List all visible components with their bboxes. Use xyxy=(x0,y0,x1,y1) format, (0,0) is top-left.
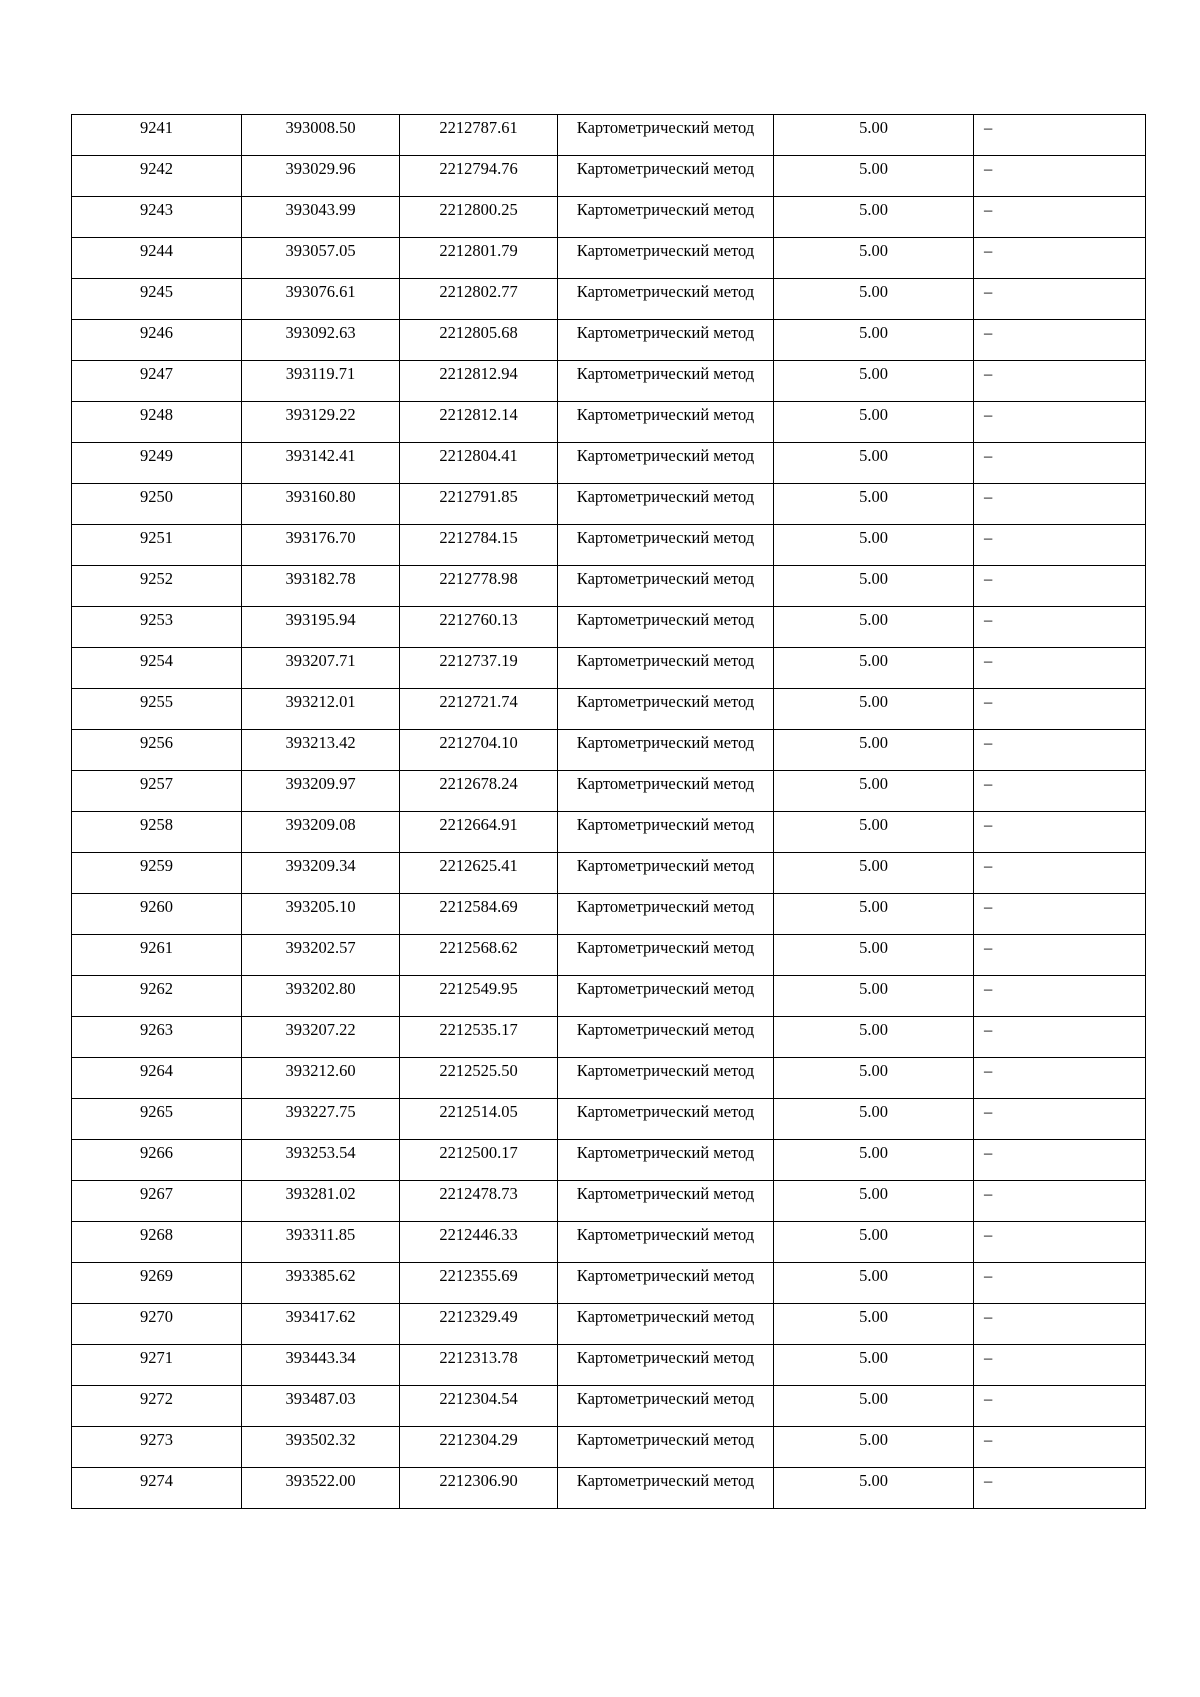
y-coordinate-cell: 2212787.61 xyxy=(400,115,558,156)
accuracy-cell: 5.00 xyxy=(774,197,974,238)
y-coordinate-cell: 2212800.25 xyxy=(400,197,558,238)
method-cell: Картометрический метод xyxy=(558,894,774,935)
x-coordinate-cell: 393522.00 xyxy=(242,1468,400,1509)
note-cell: – xyxy=(974,730,1146,771)
table-row xyxy=(72,1427,1146,1468)
accuracy-cell: 5.00 xyxy=(774,689,974,730)
note-cell: – xyxy=(974,1345,1146,1386)
note-cell: – xyxy=(974,443,1146,484)
method-cell: Картометрический метод xyxy=(558,1427,774,1468)
note-cell: – xyxy=(974,976,1146,1017)
table-row xyxy=(72,1099,1146,1140)
x-coordinate-cell: 393311.85 xyxy=(242,1222,400,1263)
accuracy-cell: 5.00 xyxy=(774,484,974,525)
table-row xyxy=(72,935,1146,976)
y-coordinate-cell: 2212791.85 xyxy=(400,484,558,525)
accuracy-cell: 5.00 xyxy=(774,812,974,853)
note-cell: – xyxy=(974,484,1146,525)
table-row xyxy=(72,1263,1146,1304)
x-coordinate-cell: 393207.71 xyxy=(242,648,400,689)
y-coordinate-cell: 2212549.95 xyxy=(400,976,558,1017)
x-coordinate-cell: 393008.50 xyxy=(242,115,400,156)
x-coordinate-cell: 393029.96 xyxy=(242,156,400,197)
x-coordinate-cell: 393160.80 xyxy=(242,484,400,525)
y-coordinate-cell: 2212794.76 xyxy=(400,156,558,197)
point-number-cell: 9261 xyxy=(72,935,242,976)
x-coordinate-cell: 393043.99 xyxy=(242,197,400,238)
table-row xyxy=(72,1140,1146,1181)
y-coordinate-cell: 2212304.54 xyxy=(400,1386,558,1427)
note-cell: – xyxy=(974,1427,1146,1468)
y-coordinate-cell: 2212478.73 xyxy=(400,1181,558,1222)
x-coordinate-cell: 393205.10 xyxy=(242,894,400,935)
y-coordinate-cell: 2212812.94 xyxy=(400,361,558,402)
point-number-cell: 9263 xyxy=(72,1017,242,1058)
x-coordinate-cell: 393202.57 xyxy=(242,935,400,976)
table-row xyxy=(72,689,1146,730)
accuracy-cell: 5.00 xyxy=(774,607,974,648)
table-row xyxy=(72,484,1146,525)
y-coordinate-cell: 2212514.05 xyxy=(400,1099,558,1140)
note-cell: – xyxy=(974,525,1146,566)
point-number-cell: 9268 xyxy=(72,1222,242,1263)
point-number-cell: 9241 xyxy=(72,115,242,156)
method-cell: Картометрический метод xyxy=(558,1386,774,1427)
point-number-cell: 9250 xyxy=(72,484,242,525)
method-cell: Картометрический метод xyxy=(558,525,774,566)
y-coordinate-cell: 2212778.98 xyxy=(400,566,558,607)
note-cell: – xyxy=(974,1017,1146,1058)
y-coordinate-cell: 2212784.15 xyxy=(400,525,558,566)
y-coordinate-cell: 2212737.19 xyxy=(400,648,558,689)
method-cell: Картометрический метод xyxy=(558,1058,774,1099)
y-coordinate-cell: 2212721.74 xyxy=(400,689,558,730)
method-cell: Картометрический метод xyxy=(558,689,774,730)
accuracy-cell: 5.00 xyxy=(774,894,974,935)
method-cell: Картометрический метод xyxy=(558,1263,774,1304)
table-row xyxy=(72,1222,1146,1263)
note-cell: – xyxy=(974,689,1146,730)
table-row xyxy=(72,894,1146,935)
accuracy-cell: 5.00 xyxy=(774,1345,974,1386)
table-row xyxy=(72,1017,1146,1058)
method-cell: Картометрический метод xyxy=(558,484,774,525)
method-cell: Картометрический метод xyxy=(558,1017,774,1058)
method-cell: Картометрический метод xyxy=(558,156,774,197)
point-number-cell: 9252 xyxy=(72,566,242,607)
note-cell: – xyxy=(974,1222,1146,1263)
x-coordinate-cell: 393227.75 xyxy=(242,1099,400,1140)
method-cell: Картометрический метод xyxy=(558,1345,774,1386)
x-coordinate-cell: 393212.60 xyxy=(242,1058,400,1099)
accuracy-cell: 5.00 xyxy=(774,115,974,156)
method-cell: Картометрический метод xyxy=(558,730,774,771)
point-number-cell: 9256 xyxy=(72,730,242,771)
method-cell: Картометрический метод xyxy=(558,115,774,156)
note-cell: – xyxy=(974,1058,1146,1099)
accuracy-cell: 5.00 xyxy=(774,1304,974,1345)
y-coordinate-cell: 2212446.33 xyxy=(400,1222,558,1263)
x-coordinate-cell: 393182.78 xyxy=(242,566,400,607)
note-cell: – xyxy=(974,1181,1146,1222)
accuracy-cell: 5.00 xyxy=(774,525,974,566)
x-coordinate-cell: 393142.41 xyxy=(242,443,400,484)
point-number-cell: 9259 xyxy=(72,853,242,894)
accuracy-cell: 5.00 xyxy=(774,1017,974,1058)
point-number-cell: 9243 xyxy=(72,197,242,238)
note-cell: – xyxy=(974,648,1146,689)
note-cell: – xyxy=(974,894,1146,935)
note-cell: – xyxy=(974,156,1146,197)
y-coordinate-cell: 2212355.69 xyxy=(400,1263,558,1304)
table-row xyxy=(72,771,1146,812)
method-cell: Картометрический метод xyxy=(558,771,774,812)
method-cell: Картометрический метод xyxy=(558,853,774,894)
x-coordinate-cell: 393209.97 xyxy=(242,771,400,812)
point-number-cell: 9242 xyxy=(72,156,242,197)
note-cell: – xyxy=(974,402,1146,443)
method-cell: Картометрический метод xyxy=(558,1099,774,1140)
point-number-cell: 9246 xyxy=(72,320,242,361)
y-coordinate-cell: 2212664.91 xyxy=(400,812,558,853)
coordinates-table-body xyxy=(72,115,1146,1509)
y-coordinate-cell: 2212802.77 xyxy=(400,279,558,320)
y-coordinate-cell: 2212306.90 xyxy=(400,1468,558,1509)
table-row xyxy=(72,1181,1146,1222)
table-row xyxy=(72,1468,1146,1509)
point-number-cell: 9271 xyxy=(72,1345,242,1386)
x-coordinate-cell: 393281.02 xyxy=(242,1181,400,1222)
x-coordinate-cell: 393417.62 xyxy=(242,1304,400,1345)
accuracy-cell: 5.00 xyxy=(774,648,974,689)
method-cell: Картометрический метод xyxy=(558,648,774,689)
x-coordinate-cell: 393076.61 xyxy=(242,279,400,320)
x-coordinate-cell: 393385.62 xyxy=(242,1263,400,1304)
accuracy-cell: 5.00 xyxy=(774,238,974,279)
x-coordinate-cell: 393176.70 xyxy=(242,525,400,566)
y-coordinate-cell: 2212304.29 xyxy=(400,1427,558,1468)
note-cell: – xyxy=(974,1386,1146,1427)
table-row xyxy=(72,238,1146,279)
method-cell: Картометрический метод xyxy=(558,976,774,1017)
x-coordinate-cell: 393129.22 xyxy=(242,402,400,443)
y-coordinate-cell: 2212313.78 xyxy=(400,1345,558,1386)
accuracy-cell: 5.00 xyxy=(774,1222,974,1263)
method-cell: Картометрический метод xyxy=(558,279,774,320)
y-coordinate-cell: 2212329.49 xyxy=(400,1304,558,1345)
point-number-cell: 9254 xyxy=(72,648,242,689)
accuracy-cell: 5.00 xyxy=(774,402,974,443)
note-cell: – xyxy=(974,1304,1146,1345)
point-number-cell: 9249 xyxy=(72,443,242,484)
table-row xyxy=(72,853,1146,894)
table-row xyxy=(72,1386,1146,1427)
method-cell: Картометрический метод xyxy=(558,1181,774,1222)
point-number-cell: 9258 xyxy=(72,812,242,853)
y-coordinate-cell: 2212525.50 xyxy=(400,1058,558,1099)
point-number-cell: 9274 xyxy=(72,1468,242,1509)
method-cell: Картометрический метод xyxy=(558,1468,774,1509)
table-row xyxy=(72,976,1146,1017)
note-cell: – xyxy=(974,361,1146,402)
x-coordinate-cell: 393209.34 xyxy=(242,853,400,894)
table-row xyxy=(72,607,1146,648)
point-number-cell: 9273 xyxy=(72,1427,242,1468)
x-coordinate-cell: 393057.05 xyxy=(242,238,400,279)
point-number-cell: 9247 xyxy=(72,361,242,402)
method-cell: Картометрический метод xyxy=(558,935,774,976)
accuracy-cell: 5.00 xyxy=(774,976,974,1017)
note-cell: – xyxy=(974,238,1146,279)
table-row xyxy=(72,566,1146,607)
method-cell: Картометрический метод xyxy=(558,607,774,648)
method-cell: Картометрический метод xyxy=(558,1304,774,1345)
point-number-cell: 9270 xyxy=(72,1304,242,1345)
method-cell: Картометрический метод xyxy=(558,1222,774,1263)
table-row xyxy=(72,156,1146,197)
x-coordinate-cell: 393092.63 xyxy=(242,320,400,361)
y-coordinate-cell: 2212678.24 xyxy=(400,771,558,812)
point-number-cell: 9260 xyxy=(72,894,242,935)
point-number-cell: 9253 xyxy=(72,607,242,648)
x-coordinate-cell: 393212.01 xyxy=(242,689,400,730)
method-cell: Картометрический метод xyxy=(558,566,774,607)
x-coordinate-cell: 393195.94 xyxy=(242,607,400,648)
accuracy-cell: 5.00 xyxy=(774,1181,974,1222)
x-coordinate-cell: 393487.03 xyxy=(242,1386,400,1427)
x-coordinate-cell: 393443.34 xyxy=(242,1345,400,1386)
x-coordinate-cell: 393502.32 xyxy=(242,1427,400,1468)
x-coordinate-cell: 393207.22 xyxy=(242,1017,400,1058)
point-number-cell: 9272 xyxy=(72,1386,242,1427)
x-coordinate-cell: 393119.71 xyxy=(242,361,400,402)
table-row xyxy=(72,1058,1146,1099)
accuracy-cell: 5.00 xyxy=(774,1427,974,1468)
point-number-cell: 9251 xyxy=(72,525,242,566)
note-cell: – xyxy=(974,607,1146,648)
x-coordinate-cell: 393253.54 xyxy=(242,1140,400,1181)
x-coordinate-cell: 393202.80 xyxy=(242,976,400,1017)
accuracy-cell: 5.00 xyxy=(774,853,974,894)
accuracy-cell: 5.00 xyxy=(774,361,974,402)
note-cell: – xyxy=(974,812,1146,853)
table-row xyxy=(72,812,1146,853)
note-cell: – xyxy=(974,935,1146,976)
accuracy-cell: 5.00 xyxy=(774,1468,974,1509)
accuracy-cell: 5.00 xyxy=(774,771,974,812)
note-cell: – xyxy=(974,1140,1146,1181)
y-coordinate-cell: 2212812.14 xyxy=(400,402,558,443)
accuracy-cell: 5.00 xyxy=(774,1386,974,1427)
accuracy-cell: 5.00 xyxy=(774,566,974,607)
note-cell: – xyxy=(974,853,1146,894)
point-number-cell: 9244 xyxy=(72,238,242,279)
table-row xyxy=(72,730,1146,771)
y-coordinate-cell: 2212568.62 xyxy=(400,935,558,976)
y-coordinate-cell: 2212760.13 xyxy=(400,607,558,648)
table-row xyxy=(72,525,1146,566)
table-row xyxy=(72,115,1146,156)
point-number-cell: 9262 xyxy=(72,976,242,1017)
point-number-cell: 9267 xyxy=(72,1181,242,1222)
y-coordinate-cell: 2212535.17 xyxy=(400,1017,558,1058)
point-number-cell: 9264 xyxy=(72,1058,242,1099)
accuracy-cell: 5.00 xyxy=(774,730,974,771)
method-cell: Картометрический метод xyxy=(558,402,774,443)
y-coordinate-cell: 2212500.17 xyxy=(400,1140,558,1181)
accuracy-cell: 5.00 xyxy=(774,320,974,361)
point-number-cell: 9266 xyxy=(72,1140,242,1181)
accuracy-cell: 5.00 xyxy=(774,1140,974,1181)
method-cell: Картометрический метод xyxy=(558,197,774,238)
table-row xyxy=(72,402,1146,443)
y-coordinate-cell: 2212804.41 xyxy=(400,443,558,484)
point-number-cell: 9257 xyxy=(72,771,242,812)
x-coordinate-cell: 393213.42 xyxy=(242,730,400,771)
y-coordinate-cell: 2212704.10 xyxy=(400,730,558,771)
method-cell: Картометрический метод xyxy=(558,1140,774,1181)
note-cell: – xyxy=(974,115,1146,156)
accuracy-cell: 5.00 xyxy=(774,1263,974,1304)
y-coordinate-cell: 2212625.41 xyxy=(400,853,558,894)
table-row xyxy=(72,1345,1146,1386)
method-cell: Картометрический метод xyxy=(558,361,774,402)
accuracy-cell: 5.00 xyxy=(774,935,974,976)
method-cell: Картометрический метод xyxy=(558,320,774,361)
x-coordinate-cell: 393209.08 xyxy=(242,812,400,853)
note-cell: – xyxy=(974,197,1146,238)
table-row xyxy=(72,648,1146,689)
method-cell: Картометрический метод xyxy=(558,238,774,279)
coordinates-table xyxy=(71,114,1146,1509)
table-row xyxy=(72,320,1146,361)
accuracy-cell: 5.00 xyxy=(774,156,974,197)
table-row xyxy=(72,443,1146,484)
table-row xyxy=(72,279,1146,320)
point-number-cell: 9248 xyxy=(72,402,242,443)
note-cell: – xyxy=(974,320,1146,361)
point-number-cell: 9269 xyxy=(72,1263,242,1304)
y-coordinate-cell: 2212805.68 xyxy=(400,320,558,361)
method-cell: Картометрический метод xyxy=(558,443,774,484)
point-number-cell: 9245 xyxy=(72,279,242,320)
note-cell: – xyxy=(974,771,1146,812)
y-coordinate-cell: 2212801.79 xyxy=(400,238,558,279)
note-cell: – xyxy=(974,1468,1146,1509)
table-row xyxy=(72,1304,1146,1345)
note-cell: – xyxy=(974,1099,1146,1140)
accuracy-cell: 5.00 xyxy=(774,279,974,320)
y-coordinate-cell: 2212584.69 xyxy=(400,894,558,935)
table-row xyxy=(72,361,1146,402)
note-cell: – xyxy=(974,566,1146,607)
accuracy-cell: 5.00 xyxy=(774,1099,974,1140)
method-cell: Картометрический метод xyxy=(558,812,774,853)
point-number-cell: 9255 xyxy=(72,689,242,730)
note-cell: – xyxy=(974,279,1146,320)
table-row xyxy=(72,197,1146,238)
accuracy-cell: 5.00 xyxy=(774,1058,974,1099)
note-cell: – xyxy=(974,1263,1146,1304)
point-number-cell: 9265 xyxy=(72,1099,242,1140)
accuracy-cell: 5.00 xyxy=(774,443,974,484)
